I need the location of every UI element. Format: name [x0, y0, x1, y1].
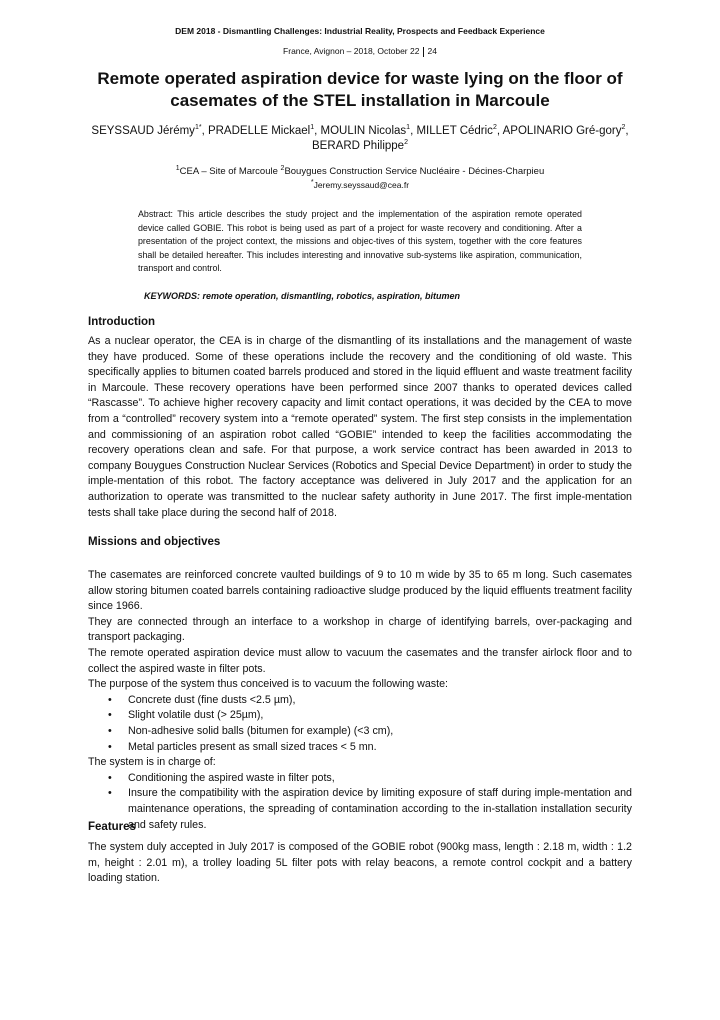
waste-list — [88, 693, 632, 755]
author-1-sup: 1* — [194, 124, 202, 132]
location-text: France, Avignon – 2018, October 22 — [283, 46, 420, 56]
author-5: , APOLINARIO Gré-gory — [496, 125, 622, 137]
aff-1-sup: 1 — [175, 164, 180, 172]
paper-title — [60, 68, 660, 112]
introduction-heading: Introduction — [88, 316, 156, 328]
affiliation-1: CEA – Site of Marcoule — [179, 166, 281, 177]
email-sup: * — [310, 178, 314, 186]
author-list — [84, 124, 636, 154]
abstract: Abstract: This article describes the study project and the implementation of the aspiration remote operated device called GOBIE. This robot is being used as part of a project for waste recovery and conditioning. After a presentation of the project context, the missions and objec-tives of this system, together with the core features shall be detailed hereafter. This includes interesting and innovative sub-systems like aspiration, communication, transport and control. — [138, 209, 582, 274]
missions-heading: Missions and objectives — [88, 536, 221, 548]
missions-section — [88, 568, 632, 833]
affiliations — [60, 165, 660, 179]
missions-paragraph-3: The remote operated aspiration device must allow to vacuum the casemates and the transfer airlock floor and to collect the aspired waste in filter pots. — [88, 646, 632, 675]
separator-bar — [423, 47, 424, 57]
author-4-sup: 2 — [492, 124, 497, 132]
author-6: , BERARD Philippe — [312, 125, 629, 152]
missions-paragraph-5: The system is in charge of: — [88, 756, 216, 769]
author-6-sup: 2 — [404, 139, 408, 147]
duties-list — [88, 771, 632, 833]
affiliation-2: Bouygues Construction Service Nucléaire - Décines-Charpieu — [284, 166, 545, 177]
list-item: • Slight volatile dust (> 25µm), — [128, 708, 632, 724]
list-item: • Insure the compatibility with the aspiration device by limiting exposure of staff during imple-mentation and maintenance operations, the spreading of contamination according to the in-stallation installation security and safety rules. — [128, 786, 632, 833]
contact-email: Jeremy.seyssaud@cea.fr — [313, 179, 410, 190]
missions-paragraph-4: The purpose of the system thus conceived is to vacuum the following waste: — [88, 678, 448, 691]
location-line — [0, 46, 720, 57]
author-1: SEYSSAUD Jérémy — [91, 125, 195, 137]
author-5-sup: 2 — [621, 124, 626, 132]
list-item: • Concrete dust (fine dusts <2.5 µm), — [128, 693, 632, 709]
page-number: 24 — [427, 46, 437, 56]
list-item: • Non-adhesive solid balls (bitumen for example) (<3 cm), — [128, 724, 632, 740]
missions-paragraph-2: They are connected through an interface to a workshop in charge of identifying barrels, over-packaging and transport packaging. — [88, 615, 632, 644]
title-line-2: casemates of the STEL installation in Marcoule — [170, 91, 550, 110]
author-2-sup: 1 — [310, 124, 315, 132]
author-4: , MILLET Cédric — [410, 125, 493, 137]
author-3: , MOULIN Nicolas — [314, 125, 407, 137]
title-line-1: Remote operated aspiration device for waste lying on the floor of — [97, 69, 623, 88]
missions-paragraph-1: The casemates are reinforced concrete vaulted buildings of 9 to 10 m wide by 35 to 65 m long. Such casemates allow storing bitumen coated barrels containing radioactive sludge produced by the liquid effluents treatment facility since 1966. — [88, 569, 632, 613]
introduction-text: As a nuclear operator, the CEA is in charge of the dismantling of its installations and the management of waste they have produced. Some of these operations include the recovery and the conditioning of old waste. This specifically applies to bitumen coated barrels produced and stored in the liquid effluent and waste treatment facility in Marcoule. These recovery operations have been performed since 2007 thanks to operated devices called “Rascasse”. To achieve higher recovery capacity and limit contact operations, it was decided by the CEA to move from a “controlled” recovery system into a “remote operated” system. The first step consists in the implementation and commissioning of an aspiration robot called “GOBIE” intended to keep the facilities accommodating the recovery operations clean and safe. For that purpose, a work service contract has been awarded in 2013 to company Bouygues Construction Nuclear Services (Robotics and Special Device Department) in order to study the imple-mentation of this robot. The factory acceptance was delivered in July 2017 and the application for an authorization to operate was transmitted to the nuclear safety authority in June 2017. The first imple-mentation tests shall take place during the second half of 2018. — [88, 335, 632, 519]
author-2: , PRADELLE Mickael — [201, 125, 311, 137]
keywords: KEYWORDS: remote operation, dismantling, robotics, aspiration, bitumen — [144, 291, 461, 301]
list-item: • Conditioning the aspired waste in filter pots, — [128, 771, 632, 787]
author-3-sup: 1 — [406, 124, 411, 132]
conference-header: DEM 2018 - Dismantling Challenges: Industrial Reality, Prospects and Feedback Experience — [175, 26, 545, 36]
contact-email-line — [60, 178, 660, 190]
features-heading: Features — [88, 821, 136, 833]
list-item: • Metal particles present as small sized traces < 5 mn. — [128, 740, 632, 756]
aff-2-sup: 2 — [280, 164, 285, 172]
features-text: The system duly accepted in July 2017 is composed of the GOBIE robot (900kg mass, length : 2.18 m, width : 1.2 m, height : 2.01 m), a trolley loading 5L filter pots with relay beacons, a remote control cockpit and a battery loading station. — [88, 841, 632, 885]
